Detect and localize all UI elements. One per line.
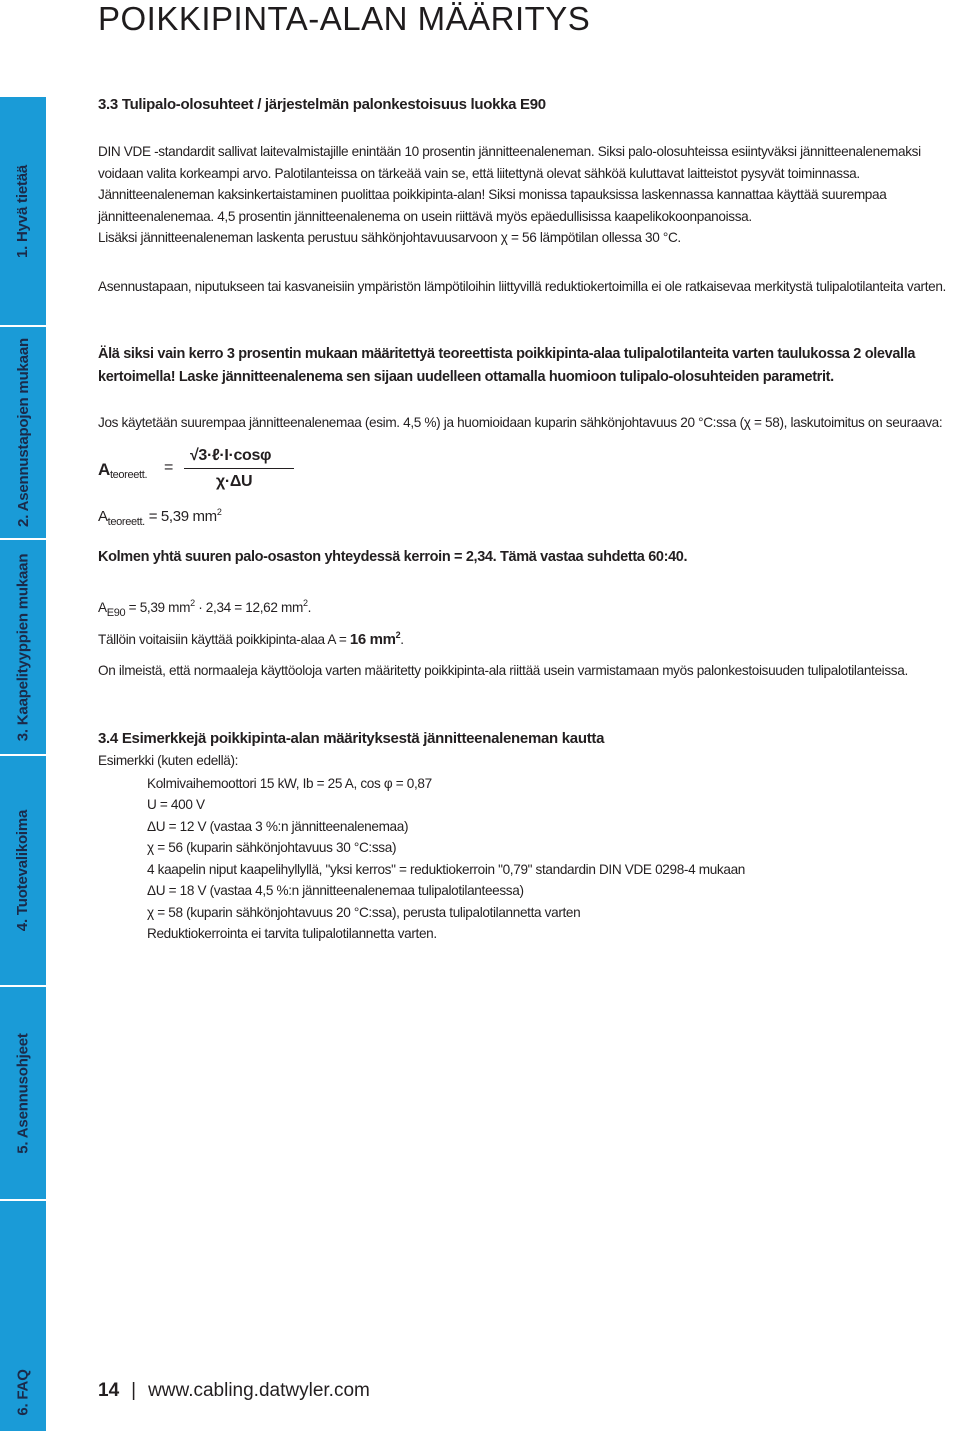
paragraph-reduction-factors: Asennustapaan, niputukseen tai kasvaneisiin ympäristön lämpötiloihin liittyvillä reduktiokertoimilla ei ole ratkaisevaa merkitystä tulipalotilanteita varten. (98, 279, 946, 294)
example-intro: Esimerkki (kuten edellä): (98, 753, 239, 768)
list-item: ΔU = 12 V (vastaa 3 %:n jännitteenalenemaa) (147, 818, 409, 834)
section-heading-3-3: 3.3 Tulipalo-olosuhteet / järjestelmän palonkestoisuus luokka E90 (98, 96, 546, 113)
formula-lhs: $A_{teoreett.}$ (98, 460, 148, 481)
formula-denominator: χ·ΔU (216, 473, 253, 490)
list-item: ΔU = 18 V (vastaa 4,5 %:n jännitteenalenemaa tulipalotilanteessa) (147, 883, 524, 898)
result-theoretical-area: $A_{teoreett.} = 5,39$ $mm^2$ (98, 507, 222, 528)
paragraph-voltage-drop (98, 141, 960, 249)
formula-equals: = (164, 459, 173, 476)
sidebar-tab-hyva-tietaa[interactable] (0, 97, 46, 327)
sidebar-tab-label: 5. Asennusohjeet (14, 1032, 32, 1154)
warning-paragraph: Älä siksi vain kerro 3 prosentin mukaan määritettyä teoreettista poikkipinta-alaa tulipalotilanteita varten taulukossa 2 olevalla kertoimella! Laske jännitteenalenema sen sijaan uudelleen ottamalla huomioon tulipalo-olosuhteiden parametrit. (98, 346, 916, 385)
page-footer (98, 1380, 370, 1402)
sidebar-tab-tuotevalikoima[interactable] (0, 756, 46, 987)
list-item: χ = 56 (kuparin sähkönjohtavuus 30 °C:ssa) (147, 840, 397, 855)
sidebar-tab-kaapelityyppien-mukaan[interactable] (0, 540, 46, 756)
list-item: 4 kaapelin niput kaapelihyllyllä, "yksi kerros" = reduktiokerroin "0,79" standardin DIN VDE 0298-4 mukaan (147, 861, 745, 877)
ae90-calculation: $A_{E90} = 5,39$ $mm^2 \cdot 2,34 = 12,62$ $mm^2$. Tällöin voitaisiin käyttää poikkipinta-alaa A = 16 $mm^2$. (98, 598, 404, 648)
example-list (98, 773, 960, 945)
paragraph-text: Lisäksi jännitteenaleneman laskenta perustuu sähkönjohtavuusarvoon χ = 56 lämpötilan ollessa 30 °C. (98, 230, 681, 245)
paragraph-text: DIN VDE -standardit sallivat laitevalmistajille enintään 10 prosentin jännitteenaleneman. Siksi palo-olosuhteissa esiintyväksi jännitteenalenemaksi voidaan valita korkeampi arvo. Palotilanteissa on tärkeää vain se, että liitettynä olevat sähköä kuluttavat laitteistot pysyvät toiminnassa. Jännitteenaleneman kaksinkertaistaminen puolittaa poikkipinta-alan! Siksi monissa tapauksissa laskennassa kannattaa käyttää suurempaa jännitteenalenemaa. 4,5 prosentin jännitteenalenema on usein riittävä myös epäedullisissa kaapelikokoonpanoissa. (98, 144, 921, 224)
sidebar-tab-label: 1. Hyvä tietää (14, 164, 32, 258)
page-number: 14 (98, 1380, 120, 1401)
sidebar-tab-label: 4. Tuotevalikoima (14, 809, 32, 932)
cross-section-formula (98, 445, 338, 495)
footer-separator: | (131, 1380, 137, 1401)
list-item: Kolmivaihemoottori 15 kW, Ib = 25 A, cos φ = 0,87 (147, 775, 432, 791)
footer-url-link[interactable]: www.cabling.datwyler.com (148, 1380, 370, 1401)
list-item: χ = 58 (kuparin sähkönjohtavuus 20 °C:ssa), perusta tulipalotilannetta varten (147, 904, 581, 920)
list-item: Reduktiokerrointa ei tarvita tulipalotilannetta varten. (147, 926, 437, 941)
formula-numerator: √3·ℓ·I·cosφ (190, 447, 272, 464)
section-heading-3-4: 3.4 Esimerkkejä poikkipinta-alan määrityksestä jännitteenaleneman kautta (98, 730, 605, 747)
paragraph-calculation-intro: Jos käytetään suurempaa jännitteenalenemaa (esim. 4,5 %) ja huomioidaan kuparin sähkönjohtavuus 20 °C:ssa (χ = 58), laskutoimitus on seuraava: (98, 415, 943, 430)
page-title: POIKKIPINTA-ALAN MÄÄRITYS (98, 0, 591, 37)
paragraph-conclusion: On ilmeistä, että normaaleja käyttöoloja varten määritetty poikkipinta-ala riittää usein varmistamaan myös palonkestoisuuden tulipalotilanteissa. (98, 663, 908, 678)
sidebar-tab-asennusohjeet[interactable] (0, 987, 46, 1201)
sidebar-tab-label: 6. FAQ (14, 1369, 32, 1416)
list-item: U = 400 V (147, 797, 205, 812)
section-sidebar (0, 97, 46, 1431)
sidebar-tab-label: 3. Kaapelityyppien mukaan (14, 553, 32, 741)
fraction-line (184, 468, 294, 469)
sidebar-tab-asennustapojen-mukaan[interactable] (0, 327, 46, 540)
sidebar-tab-label: 2. Asennustapojen mukaan (14, 338, 32, 527)
sidebar-tab-faq[interactable] (0, 1201, 46, 1431)
factor-line: Kolmen yhtä suuren palo-osaston yhteydessä kerroin = 2,34. Tämä vastaa suhdetta 60:40. (98, 549, 688, 565)
